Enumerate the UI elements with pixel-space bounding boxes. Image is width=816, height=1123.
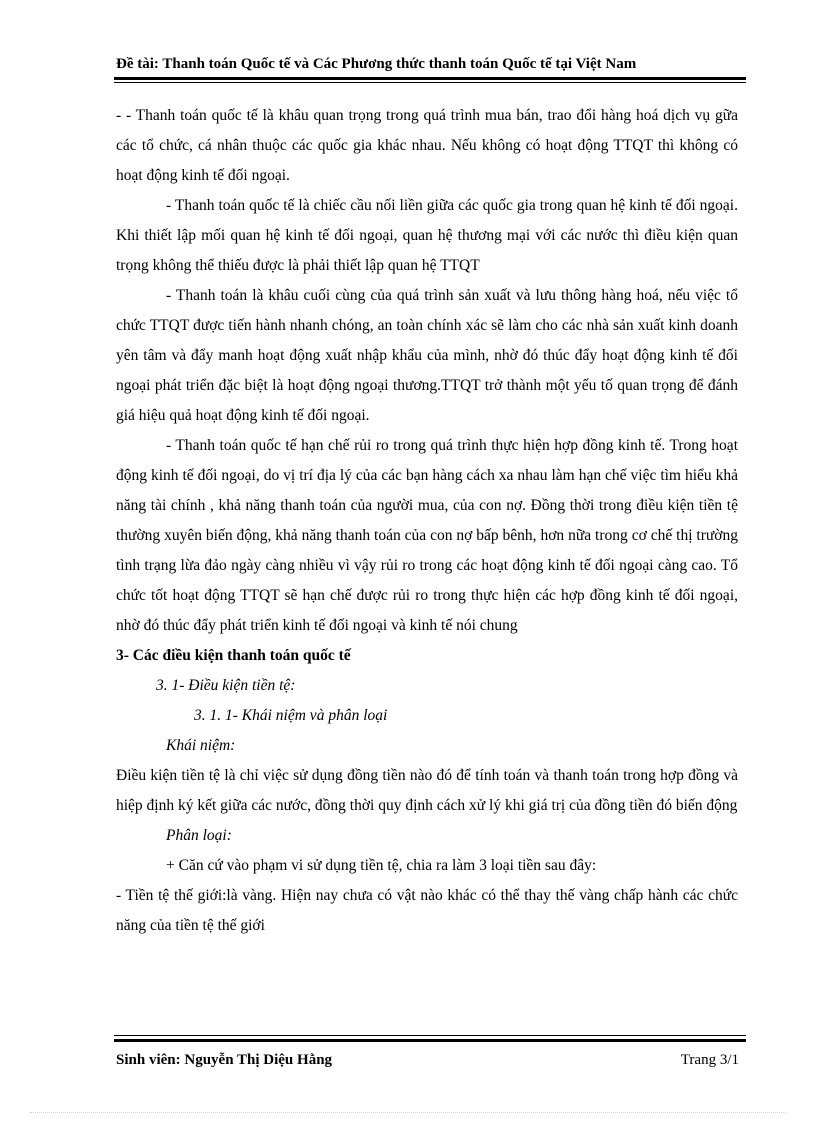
footer-rule-thick — [114, 1039, 746, 1042]
section-heading-3: 3- Các điều kiện thanh toán quốc tế — [116, 647, 351, 664]
page-bottom-edge — [30, 1112, 786, 1113]
footer-student-name: Sinh viên: Nguyễn Thị Diệu Hằng — [116, 1052, 333, 1068]
document-header-title: Đề tài: Thanh toán Quốc tế và Các Phương thức thanh toán Quốc tế tại Việt Nam — [116, 56, 637, 72]
paragraph-2: - Thanh toán quốc tế là chiếc cầu nối liền giữa các quốc gia trong quan hệ kinh tế đối ngoại. Khi thiết lập mối quan hệ kinh tế đối ngoại, quan hệ thương mại với các nước thì điều kiện quan trọng không thể thiếu được là phải thiết lập quan hệ TTQT — [116, 197, 738, 274]
footer-rule-thin — [114, 1035, 746, 1036]
header-rule-thick — [114, 77, 746, 80]
paragraph-4: - Thanh toán quốc tế hạn chế rủi ro trong quá trình thực hiện hợp đồng kinh tế. Trong hoạt động kinh tế đối ngoại, do vị trí địa lý của các bạn hàng cách xa nhau làm hạn chế việc tìm hiểu khả năng tài chính , khả năng thanh toán của người mua, của con nợ. Đồng thời trong điều kiện tiền tệ thường xuyên biến động, khả năng thanh toán của con nợ bấp bênh, hơn nữa trong cơ chế thị trường tình trạng lừa đảo ngày càng nhiều vì vậy rủi ro trong các hoạt động kinh tế đối ngoại càng cao. Tổ chức tốt hoạt động TTQT sẽ hạn chế được rủi ro trong thực hiện các hợp đồng kinh tế đối ngoại, nhờ đó thúc đẩy phát triển kinh tế đối ngoại và kinh tế nói chung — [116, 437, 738, 634]
paragraph-1: - - Thanh toán quốc tế là khâu quan trọng trong quá trình mua bán, trao đổi hàng hoá dịch vụ gữa các tổ chức, cá nhân thuộc các quốc gia khác nhau. Nếu không có hoạt động TTQT thì không có hoạt động kinh tế đối ngoại. — [116, 107, 738, 184]
subsection-heading-3-1-1: 3. 1. 1- Khái niệm và phân loại — [194, 707, 388, 724]
footer-page-number: Trang 3/1 — [680, 1052, 739, 1068]
paragraph-3: - Thanh toán là khâu cuối cùng của quá trình sản xuất và lưu thông hàng hoá, nếu việc tổ chức TTQT được tiến hành nhanh chóng, an toàn chính xác sẽ làm cho các nhà sản xuất kinh doanh yên tâm và đẩy manh hoạt động xuất nhập khẩu của mình, nhờ đó thúc đẩy hoạt động kinh tế đối ngoại phát triển đặc biệt là hoạt động ngoại thương.TTQT trở thành một yếu tố quan trọng để đánh giá hiệu quả hoạt động kinh tế đối ngoại. — [116, 287, 738, 424]
paragraph-5: Điều kiện tiền tệ là chỉ việc sử dụng đồng tiền nào đó để tính toán và thanh toán trong hợp đồng và hiệp định ký kết giữa các nước, đồng thời quy định cách xử lý khi giá trị của đồng tiền đó biến động — [116, 767, 738, 814]
header-rule-thin — [114, 82, 746, 83]
document-body — [116, 101, 738, 941]
paragraph-7: - Tiền tệ thế giới:là vàng. Hiện nay chưa có vật nào khác có thể thay thế vàng chấp hành các chức năng của tiền tệ thế giới — [116, 887, 738, 934]
label-khai-niem: Khái niệm: — [166, 737, 236, 754]
paragraph-6: + Căn cứ vào phạm vi sử dụng tiền tệ, chia ra làm 3 loại tiền sau đây: — [166, 857, 597, 874]
label-phan-loai: Phân loại: — [166, 827, 232, 844]
subsection-heading-3-1: 3. 1- Điều kiện tiền tệ: — [156, 677, 296, 694]
